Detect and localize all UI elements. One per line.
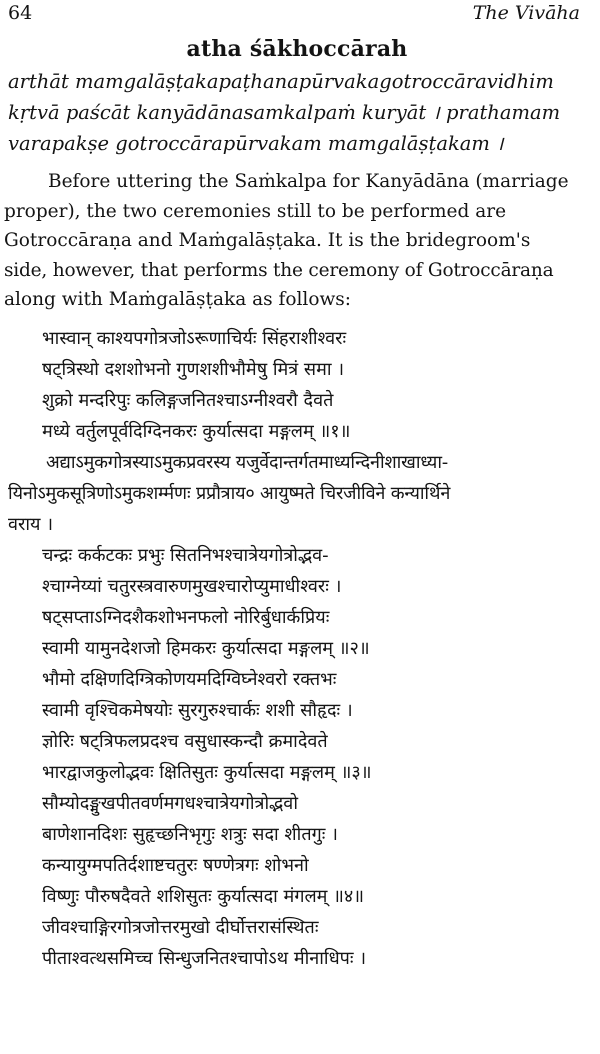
verse-line: जीवश्चाङ्गिरगोत्रजोत्तरमुखो दीर्घोत्तरासंस्थितः bbox=[42, 916, 319, 938]
verse-line: भारद्वाजकुलोद्भवः क्षितिसुतः कुर्यात्सदा मङ्गलम् ॥३॥ bbox=[42, 761, 372, 783]
verse-line: स्वामी यामुनदेशजो हिमकरः कुर्यात्सदा मङ्गलम् ॥२॥ bbox=[42, 637, 370, 659]
verse-line: बाणेशानदिशः सुहृच्छनिभृगुः शत्रुः सदा शीतगुः । bbox=[42, 823, 338, 845]
section-title: atha śākhoccārah bbox=[186, 36, 408, 62]
verse-line: भास्वान् काश्यपगोत्रजोऽरूणाचिर्यः सिंहराशीश्वरः bbox=[42, 327, 347, 349]
verse-line: कन्यायुग्मपतिर्दशाष्टचतुरः षण्णेत्रगः शोभनो bbox=[42, 854, 309, 876]
page-number: 64 bbox=[8, 2, 33, 24]
english-line: Before uttering the Saṁkalpa for Kanyādāna (marriage bbox=[48, 171, 569, 192]
verse-line: चन्द्रः कर्कटकः प्रभुः सितनिभश्चात्रेयगोत्रोद्भव- bbox=[42, 544, 329, 566]
running-title: The Vivāha bbox=[472, 2, 580, 24]
verse-line: स्वामी वृश्चिकमेषयोः सुरगुरुश्चार्कः शशी सौहृदः । bbox=[42, 699, 353, 721]
english-line: side, however, that performs the ceremony of Gotroccāraṇa bbox=[4, 259, 554, 281]
verse-line: श्चाग्नेय्यां चतुरस्त्रवारुणमुखश्चारोप्युमाधीश्वरः । bbox=[42, 575, 342, 597]
prose-line: यिनोऽमुकसूत्रिणोऽमुकशर्म्मणः प्रप्रौत्राय० आयुष्मते चिरजीविने कन्यार्थिने bbox=[8, 482, 451, 504]
english-line: along with Maṁgalāṣṭaka as follows: bbox=[4, 289, 352, 310]
verse-line: विष्णुः पौरुषदैवते शशिसुतः कुर्यात्सदा मंगलम् ॥४॥ bbox=[42, 885, 365, 907]
english-line: Gotroccāraṇa and Maṁgalāṣṭaka. It is the bridegroom's bbox=[4, 230, 531, 251]
english-line: proper), the two ceremonies still to be performed are bbox=[4, 200, 507, 222]
verse-line: ज्ञोरिः षट्त्रिफलप्रदश्च वसुधास्कन्दौ क्रमादेवते bbox=[42, 730, 328, 752]
prose-line: वराय । bbox=[8, 513, 54, 535]
verse-line: सौम्योदङ्मुखपीतवर्णमगधश्चात्रेयगोत्रोद्भवो bbox=[42, 792, 298, 814]
verse-line: षट्त्रिस्थो दशशोभनो गुणशशीभौमेषु मित्रं समा । bbox=[42, 358, 345, 380]
verse-line: पीताश्वत्थसमिच्च सिन्धुजनितश्चापोऽथ मीनाधिपः । bbox=[42, 947, 367, 969]
verse-line: भौमो दक्षिणदिग्त्रिकोणयमदिग्विघ्नेश्वरो रक्तभः bbox=[42, 668, 337, 690]
english-paragraph bbox=[4, 167, 590, 315]
transliteration-line: kṛtvā paścāt kanyādānasamkalpaṁ kuryāt । prathamam bbox=[8, 101, 561, 124]
sanskrit-text bbox=[4, 323, 590, 974]
prose-line: अद्याऽमुकगोत्रस्याऽमुकप्रवरस्य यजुर्वेदान्तर्गतमाध्यन्दिनीशाखाध्या- bbox=[46, 451, 449, 473]
verse-line: शुक्रो मन्दरिपुः कलिङ्गजनितश्चाऽग्नीश्वरौ दैवते bbox=[42, 389, 334, 411]
page-header bbox=[4, 0, 590, 32]
transliteration-line: varapakṣe gotroccārapūrvakam mamgalāṣṭakam । bbox=[8, 132, 504, 155]
sankalpa-prose bbox=[4, 447, 590, 540]
transliteration-line: arthāt mamgalāṣṭakapaṭhanapūrvakagotroccāravidhim bbox=[8, 70, 554, 93]
transliteration-block bbox=[4, 66, 590, 159]
verse-line: मध्ये वर्तुलपूर्वदिग्दिनकरः कुर्यात्सदा मङ्गलम् ॥१॥ bbox=[42, 420, 351, 442]
verse-line: षट्सप्ताऽग्निदशैकशोभनफलो नोरिर्बुधार्कप्रियः bbox=[42, 606, 330, 628]
